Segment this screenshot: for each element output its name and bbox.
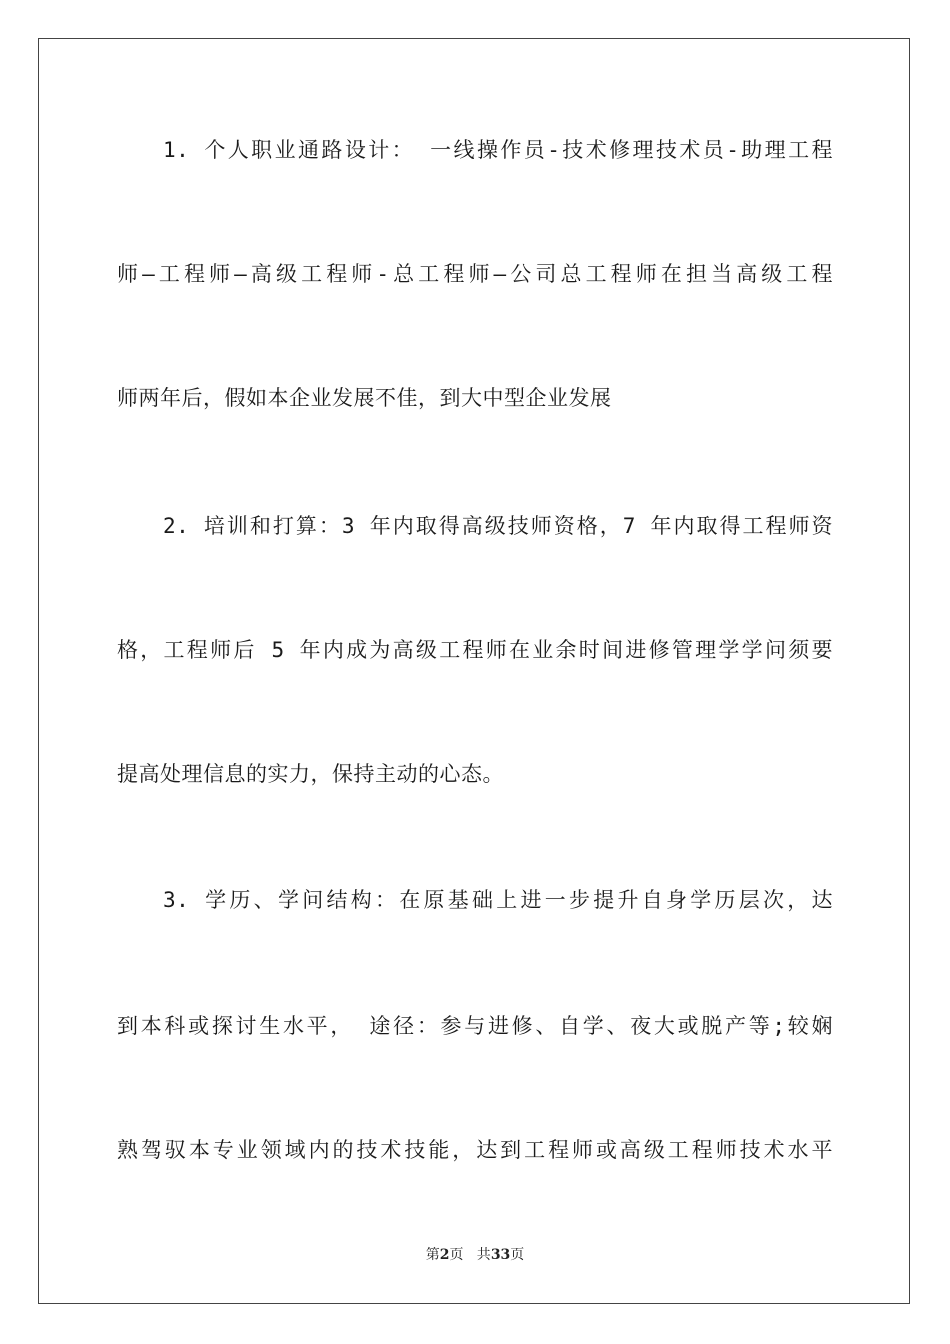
paragraph-3-line-2: 到本科或探讨生水平， 途径：参与进修、自学、夜大或脱产等;较娴 bbox=[117, 1014, 833, 1038]
paragraph-2-line-2: 格，工程师后 5 年内成为高级工程师在业余时间进修管理学学问须要 bbox=[117, 638, 833, 662]
paragraph-1-line-1: 1. 个人职业通路设计： 一线操作员-技术修理技术员-助理工程 bbox=[163, 138, 833, 162]
footer-mid: 页 共 bbox=[449, 1247, 491, 1263]
footer-suffix: 页 bbox=[510, 1247, 525, 1263]
paragraph-2-line-1: 2. 培训和打算：3 年内取得高级技师资格，7 年内取得工程师资 bbox=[163, 514, 833, 538]
paragraph-3-line-1: 3. 学历、学问结构：在原基础上进一步提升自身学历层次，达 bbox=[163, 888, 833, 912]
paragraph-1-line-2: 师—工程师—高级工程师-总工程师—公司总工程师在担当高级工程 bbox=[117, 262, 833, 286]
page-border bbox=[38, 38, 910, 1304]
footer-page-number: 2 bbox=[439, 1247, 450, 1263]
footer-total-pages: 33 bbox=[490, 1247, 511, 1263]
page-footer bbox=[0, 1244, 950, 1264]
paragraph-1-line-3: 师两年后，假如本企业发展不佳，到大中型企业发展 bbox=[117, 386, 612, 410]
paragraph-2-line-3: 提高处理信息的实力，保持主动的心态。 bbox=[117, 762, 504, 786]
paragraph-3-line-3: 熟驾驭本专业领域内的技术技能，达到工程师或高级工程师技术水平 bbox=[117, 1138, 833, 1162]
footer-prefix: 第 bbox=[425, 1247, 440, 1263]
